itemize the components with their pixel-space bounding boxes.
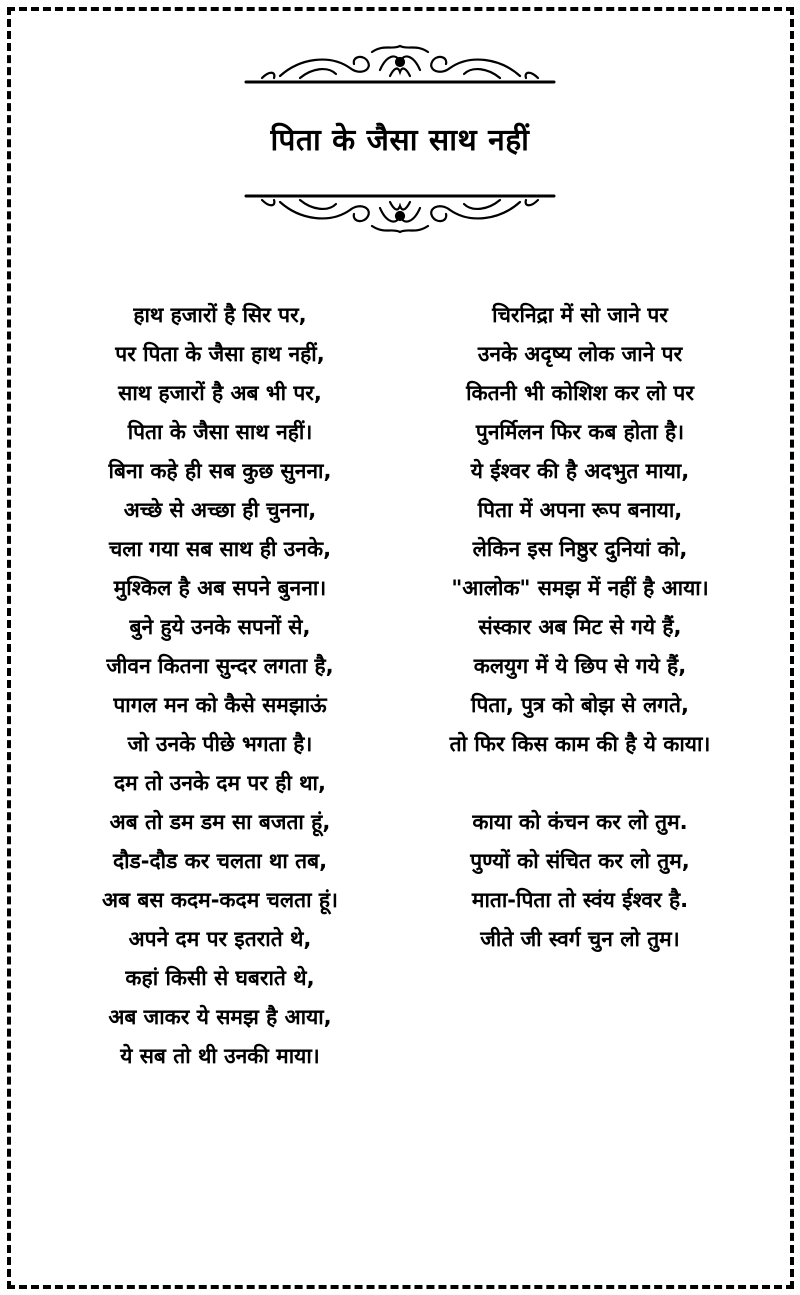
poem-line: जीवन कितना सुन्दर लगता है, bbox=[106, 654, 334, 678]
poem-line: पुण्यों को संचित कर लो तुम, bbox=[470, 849, 690, 873]
poem-line: चला गया सब साथ ही उनके, bbox=[108, 537, 332, 561]
poem-line: "आलोक" समझ में नहीं है आया। bbox=[451, 576, 709, 600]
poem-line: कहां किसी से घबराते थे, bbox=[125, 966, 315, 990]
poem-line: दम तो उनके दम पर ही था, bbox=[114, 771, 326, 795]
stanza-gap bbox=[400, 764, 760, 803]
poem-line: अब जाकर ये समझ है आया, bbox=[108, 1005, 332, 1029]
poem-line: जीते जी स्वर्ग चुन लो तुम। bbox=[480, 927, 680, 951]
poem-line: माता-पिता तो स्वंय ईश्वर है. bbox=[471, 888, 689, 912]
poem-line: चिरनिद्रा में सो जाने पर bbox=[492, 303, 668, 327]
poem-left-column bbox=[40, 296, 400, 1076]
poem-title: पिता के जैसा साथ नहीं bbox=[270, 123, 530, 158]
poem-line: बिना कहे ही सब कुछ सुनना, bbox=[108, 459, 332, 483]
poem-line: अपने दम पर इतराते थे, bbox=[128, 927, 312, 951]
poem-right-column bbox=[400, 296, 760, 959]
poem-line: पुनर्मिलन फिर कब होता है। bbox=[475, 420, 685, 444]
poem-line: लेकिन इस निष्ठुर दुनियां को, bbox=[472, 537, 688, 561]
poem-line: कलयुग में ये छिप से गये हैं, bbox=[473, 654, 687, 678]
poem-line: अब बस कदम-कदम चलता हूं। bbox=[102, 888, 338, 912]
poem-line: दौड-दौड कर चलता था तब, bbox=[112, 849, 328, 873]
poem-line: पिता में अपना रूप बनाया, bbox=[477, 498, 683, 522]
poem-line: तो फिर किस काम की है ये काया। bbox=[449, 732, 711, 756]
poem-line: ये सब तो थी उनकी माया। bbox=[120, 1044, 320, 1068]
poem-line: अच्छे से अच्छा ही चुनना, bbox=[123, 498, 317, 522]
poem-line: साथ हजारों है अब भी पर, bbox=[118, 381, 322, 405]
poem-line: कितनी भी कोशिश कर लो पर bbox=[466, 381, 694, 405]
poem-line: अब तो डम डम सा बजता हूं, bbox=[109, 810, 331, 834]
poem-line: उनके अदृष्य लोक जाने पर bbox=[477, 342, 683, 366]
poem-line: पिता के जैसा साथ नहीं। bbox=[127, 420, 313, 444]
poem-line: पागल मन को कैसे समझाऊं bbox=[113, 693, 327, 717]
poem-line: बुने हुये उनके सपनों से, bbox=[129, 615, 311, 639]
poem-line: ये ईश्वर की है अदभुत माया, bbox=[470, 459, 690, 483]
bottom-ornament-divider bbox=[240, 190, 560, 238]
top-ornament-divider bbox=[240, 40, 560, 88]
poem-line: मुश्किल है अब सपने बुनना। bbox=[113, 576, 327, 600]
poem-line: जो उनके पीछे भगता है। bbox=[127, 732, 313, 756]
poem-line: संस्कार अब मिट से गये हैं, bbox=[478, 615, 682, 639]
poem-line: हाथ हजारों है सिर पर, bbox=[133, 303, 307, 327]
poem-line: पर पिता के जैसा हाथ नहीं, bbox=[115, 342, 325, 366]
poem-line: काया को कंचन कर लो तुम. bbox=[472, 810, 688, 834]
poem-line: पिता, पुत्र को बोझ से लगते, bbox=[471, 693, 689, 717]
